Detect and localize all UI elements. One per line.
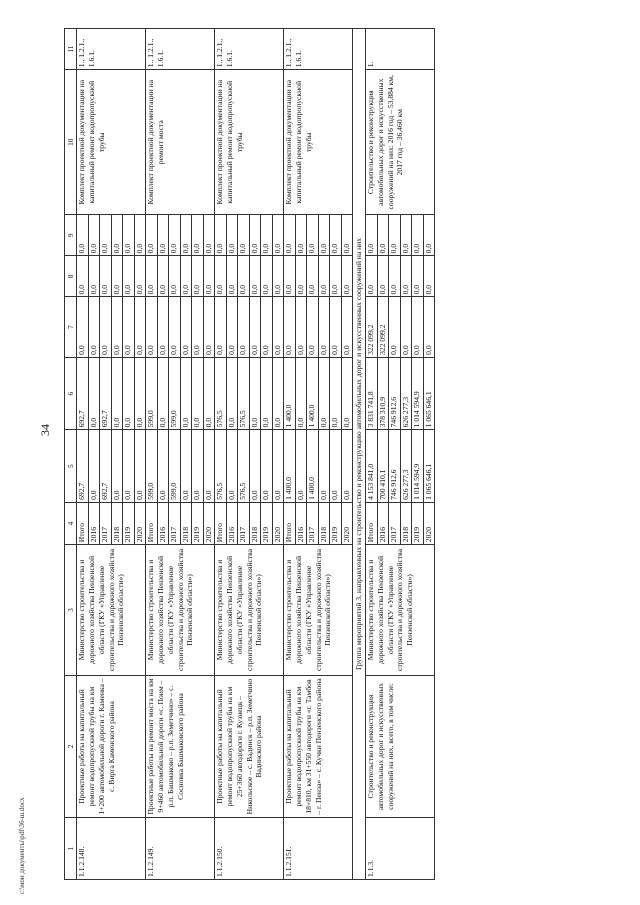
- measure-result: Комплект проектной документации на капитальный ремонт водопропускной трубы: [77, 70, 146, 215]
- local-budget-cell: 0,0: [307, 256, 319, 297]
- total-cell: 692,7: [100, 430, 112, 503]
- total-cell: 746 912,6: [389, 430, 401, 503]
- other-sources-cell: 0,0: [272, 215, 284, 256]
- regional-budget-cell: 0,0: [249, 357, 261, 430]
- regional-budget-cell: 1 400,0: [307, 357, 319, 430]
- measures-table: [64, 28, 435, 880]
- regional-budget-cell: 0,0: [272, 357, 284, 430]
- other-sources-cell: 0,0: [203, 215, 215, 256]
- year-cell: 2020: [134, 502, 146, 544]
- total-cell: 576,5: [238, 430, 250, 503]
- other-sources-cell: 0,0: [295, 215, 307, 256]
- measure-indicators: 1., 1.2.1., 1.6.1.: [284, 29, 353, 70]
- year-cell: Итого: [366, 502, 378, 544]
- local-budget-cell: 0,0: [330, 256, 342, 297]
- local-budget-cell: 0,0: [261, 256, 273, 297]
- regional-budget-cell: 1 014 594,9: [412, 357, 424, 430]
- year-cell: 2020: [341, 502, 353, 544]
- local-budget-cell: 0,0: [341, 256, 353, 297]
- year-cell: 2018: [111, 502, 123, 544]
- other-sources-cell: 0,0: [366, 215, 378, 256]
- federal-budget-cell: 0,0: [203, 297, 215, 357]
- local-budget-cell: 0,0: [226, 256, 238, 297]
- federal-budget-cell: 0,0: [134, 297, 146, 357]
- total-cell: 0,0: [330, 430, 342, 503]
- local-budget-cell: 0,0: [123, 256, 135, 297]
- other-sources-cell: 0,0: [377, 215, 389, 256]
- other-sources-cell: 0,0: [389, 215, 401, 256]
- local-budget-cell: 0,0: [400, 256, 412, 297]
- total-cell: 0,0: [192, 430, 204, 503]
- regional-budget-cell: 692,7: [77, 357, 89, 430]
- year-cell: 2019: [330, 502, 342, 544]
- measure-code: 1.1.2.148.: [77, 818, 146, 880]
- other-sources-cell: 0,0: [111, 215, 123, 256]
- federal-budget-cell: 0,0: [146, 297, 158, 357]
- local-budget-cell: 0,0: [146, 256, 158, 297]
- measure-indicators: 1., 1.2.1., 1.6.1.: [215, 29, 284, 70]
- total-cell: 0,0: [272, 430, 284, 503]
- measure-result: Комплект проектной документации на капитальный ремонт водопропускной трубы: [215, 70, 284, 215]
- measure-indicators: 1.: [366, 29, 435, 70]
- year-cell: 2017: [307, 502, 319, 544]
- total-cell: 0,0: [157, 430, 169, 503]
- table-row: [77, 29, 89, 880]
- other-sources-cell: 0,0: [180, 215, 192, 256]
- local-budget-cell: 0,0: [284, 256, 296, 297]
- page-number: 34: [38, 424, 52, 436]
- total-cell: 0,0: [123, 430, 135, 503]
- year-cell: 2017: [389, 502, 401, 544]
- other-sources-cell: 0,0: [261, 215, 273, 256]
- year-cell: 2016: [226, 502, 238, 544]
- regional-budget-cell: 599,0: [146, 357, 158, 430]
- year-cell: 2018: [318, 502, 330, 544]
- year-cell: 2020: [272, 502, 284, 544]
- measure-executor: Министерство строительства и дорожного хозяйства Пензенской области (ГКУ «Управление строительства и дорожного хозяйства Пензенской области»): [366, 545, 435, 676]
- federal-budget-cell: 0,0: [111, 297, 123, 357]
- other-sources-cell: 0,0: [341, 215, 353, 256]
- total-cell: 0,0: [180, 430, 192, 503]
- rotated-table-area: [64, 28, 632, 880]
- measure-code: 1.1.2.150.: [215, 818, 284, 880]
- total-cell: 626 277,3: [400, 430, 412, 503]
- measure-code: 1.1.2.149.: [146, 818, 215, 880]
- regional-budget-cell: 746 912,6: [389, 357, 401, 430]
- total-cell: 1 400,0: [284, 430, 296, 503]
- measure-executor: Министерство строительства и дорожного хозяйства Пензенской области (ГКУ «Управление строительства и дорожного хозяйства Пензенской области»): [284, 545, 353, 676]
- local-budget-cell: 0,0: [295, 256, 307, 297]
- federal-budget-cell: 0,0: [389, 297, 401, 357]
- local-budget-cell: 0,0: [157, 256, 169, 297]
- regional-budget-cell: 0,0: [111, 357, 123, 430]
- measure-executor: Министерство строительства и дорожного хозяйства Пензенской области (ГКУ «Управление строительства и дорожного хозяйства Пензенской области»): [146, 545, 215, 676]
- total-cell: 692,7: [77, 430, 89, 503]
- table-row: [146, 29, 158, 880]
- federal-budget-cell: 0,0: [412, 297, 424, 357]
- local-budget-cell: 0,0: [111, 256, 123, 297]
- column-number: 10: [65, 70, 77, 215]
- regional-budget-cell: 0,0: [203, 357, 215, 430]
- measure-executor: Министерство строительства и дорожного хозяйства Пензенской области (ГКУ «Управление строительства и дорожного хозяйства Пензенской области»): [215, 545, 284, 676]
- local-budget-cell: 0,0: [318, 256, 330, 297]
- local-budget-cell: 0,0: [238, 256, 250, 297]
- measure-executor: Министерство строительства и дорожного хозяйства Пензенской области (ГКУ «Управление строительства и дорожного хозяйства Пензенской области»): [77, 545, 146, 676]
- total-cell: 0,0: [261, 430, 273, 503]
- federal-budget-cell: 0,0: [192, 297, 204, 357]
- local-budget-cell: 0,0: [180, 256, 192, 297]
- federal-budget-cell: 0,0: [261, 297, 273, 357]
- regional-budget-cell: 0,0: [330, 357, 342, 430]
- year-cell: 2019: [192, 502, 204, 544]
- local-budget-cell: 0,0: [423, 256, 435, 297]
- total-cell: 0,0: [203, 430, 215, 503]
- local-budget-cell: 0,0: [203, 256, 215, 297]
- regional-budget-cell: 0,0: [261, 357, 273, 430]
- year-cell: 2019: [412, 502, 424, 544]
- federal-budget-cell: 0,0: [330, 297, 342, 357]
- year-cell: 2019: [261, 502, 273, 544]
- local-budget-cell: 0,0: [366, 256, 378, 297]
- other-sources-cell: 0,0: [134, 215, 146, 256]
- regional-budget-cell: 576,5: [215, 357, 227, 430]
- column-number: 1: [65, 818, 77, 880]
- local-budget-cell: 0,0: [169, 256, 181, 297]
- local-budget-cell: 0,0: [192, 256, 204, 297]
- federal-budget-cell: 0,0: [423, 297, 435, 357]
- regional-budget-cell: 1 065 646,1: [423, 357, 435, 430]
- year-cell: 2016: [295, 502, 307, 544]
- year-cell: 2017: [238, 502, 250, 544]
- regional-budget-cell: 626 277,3: [400, 357, 412, 430]
- total-cell: 0,0: [134, 430, 146, 503]
- local-budget-cell: 0,0: [134, 256, 146, 297]
- other-sources-cell: 0,0: [146, 215, 158, 256]
- year-cell: 2018: [249, 502, 261, 544]
- measure-indicators: 1., 1.2.1., 1.6.1.: [146, 29, 215, 70]
- federal-budget-cell: 0,0: [215, 297, 227, 357]
- federal-budget-cell: 0,0: [272, 297, 284, 357]
- year-cell: 2017: [169, 502, 181, 544]
- local-budget-cell: 0,0: [412, 256, 424, 297]
- measure-result: Строительство и реконструкция автомобильных дорог и искусственных сооружений на них: 2016 год – 53,884 км, 2017 год – 36,460 км: [366, 70, 435, 215]
- table-row: [366, 29, 378, 880]
- year-cell: 2018: [400, 502, 412, 544]
- other-sources-cell: 0,0: [307, 215, 319, 256]
- federal-budget-cell: 0,0: [307, 297, 319, 357]
- year-cell: 2016: [377, 502, 389, 544]
- year-cell: Итого: [284, 502, 296, 544]
- table-row: [284, 29, 296, 880]
- regional-budget-cell: 0,0: [318, 357, 330, 430]
- column-number: 3: [65, 545, 77, 676]
- federal-budget-cell: 0,0: [123, 297, 135, 357]
- year-cell: Итого: [215, 502, 227, 544]
- federal-budget-cell: 0,0: [249, 297, 261, 357]
- other-sources-cell: 0,0: [77, 215, 89, 256]
- other-sources-cell: 0,0: [123, 215, 135, 256]
- total-cell: 1 065 646,1: [423, 430, 435, 503]
- local-budget-cell: 0,0: [100, 256, 112, 297]
- regional-budget-cell: 576,5: [238, 357, 250, 430]
- other-sources-cell: 0,0: [412, 215, 424, 256]
- other-sources-cell: 0,0: [215, 215, 227, 256]
- other-sources-cell: 0,0: [330, 215, 342, 256]
- total-cell: 4 153 841,0: [366, 430, 378, 503]
- column-number: 11: [65, 29, 77, 70]
- federal-budget-cell: 0,0: [295, 297, 307, 357]
- year-cell: 2017: [100, 502, 112, 544]
- regional-budget-cell: 0,0: [157, 357, 169, 430]
- local-budget-cell: 0,0: [377, 256, 389, 297]
- year-cell: 2020: [203, 502, 215, 544]
- column-number: 7: [65, 297, 77, 357]
- regional-budget-cell: 0,0: [341, 357, 353, 430]
- federal-budget-cell: 0,0: [226, 297, 238, 357]
- regional-budget-cell: 692,7: [100, 357, 112, 430]
- federal-budget-cell: 0,0: [77, 297, 89, 357]
- measure-name: Проектные работы на ремонт моста на км 9+460 автомобильной дороги «с. Поим – р.п. Башмаково – р.п. Земетчино» – с. Сосновка Башмаковского района: [146, 675, 215, 818]
- column-number: 5: [65, 430, 77, 503]
- total-cell: 576,5: [215, 430, 227, 503]
- total-cell: 0,0: [295, 430, 307, 503]
- regional-budget-cell: 0,0: [134, 357, 146, 430]
- total-cell: 700 410,1: [377, 430, 389, 503]
- federal-budget-cell: 0,0: [341, 297, 353, 357]
- federal-budget-cell: 0,0: [88, 297, 100, 357]
- regional-budget-cell: 1 400,0: [284, 357, 296, 430]
- group-title: Группа мероприятий 3, направленных на строительство и реконструкцию автомобильных дорог и искусственных сооружений на них: [353, 29, 366, 880]
- year-cell: Итого: [146, 502, 158, 544]
- other-sources-cell: 0,0: [192, 215, 204, 256]
- local-budget-cell: 0,0: [389, 256, 401, 297]
- other-sources-cell: 0,0: [284, 215, 296, 256]
- local-budget-cell: 0,0: [215, 256, 227, 297]
- total-cell: 0,0: [318, 430, 330, 503]
- year-cell: 2019: [123, 502, 135, 544]
- table-row: [215, 29, 227, 880]
- regional-budget-cell: 0,0: [295, 357, 307, 430]
- total-cell: 0,0: [249, 430, 261, 503]
- total-cell: 1 014 594,9: [412, 430, 424, 503]
- total-cell: 599,0: [146, 430, 158, 503]
- column-number: 8: [65, 256, 77, 297]
- other-sources-cell: 0,0: [157, 215, 169, 256]
- federal-budget-cell: 322 099,2: [377, 297, 389, 357]
- measure-name: Строительство и реконструкция автомобильных дорог и искусственных сооружений на них, всего, в том числе:: [366, 675, 435, 818]
- regional-budget-cell: 3 831 741,8: [366, 357, 378, 430]
- local-budget-cell: 0,0: [249, 256, 261, 297]
- federal-budget-cell: 0,0: [157, 297, 169, 357]
- regional-budget-cell: 0,0: [180, 357, 192, 430]
- total-cell: 0,0: [111, 430, 123, 503]
- footer-file-path: c:\мои документы\pdf\36-ш.docx: [18, 797, 26, 894]
- other-sources-cell: 0,0: [318, 215, 330, 256]
- table-body: [65, 29, 435, 880]
- total-cell: 1 400,0: [307, 430, 319, 503]
- federal-budget-cell: 0,0: [318, 297, 330, 357]
- year-cell: Итого: [77, 502, 89, 544]
- year-cell: 2020: [423, 502, 435, 544]
- federal-budget-cell: 0,0: [284, 297, 296, 357]
- federal-budget-cell: 0,0: [100, 297, 112, 357]
- total-cell: 599,0: [169, 430, 181, 503]
- regional-budget-cell: 0,0: [88, 357, 100, 430]
- local-budget-cell: 0,0: [272, 256, 284, 297]
- other-sources-cell: 0,0: [249, 215, 261, 256]
- federal-budget-cell: 0,0: [169, 297, 181, 357]
- other-sources-cell: 0,0: [400, 215, 412, 256]
- total-cell: 0,0: [341, 430, 353, 503]
- other-sources-cell: 0,0: [100, 215, 112, 256]
- measure-code: 1.1.2.151.: [284, 818, 353, 880]
- measure-name: Проектные работы на капитальный ремонт водопропускной трубы на км 25+360 автодороги г. Кузнецк – Никольское – с. Вадинск – р.п. Земетчино Вадинского района: [215, 675, 284, 818]
- measure-name: Проектные работы на капитальный ремонт водопропускной трубы на км 1+200 автомобильной дороги г. Каменка – с. Вирга Каменского района: [77, 675, 146, 818]
- group-title-row: [353, 29, 366, 880]
- regional-budget-cell: 378 310,9: [377, 357, 389, 430]
- other-sources-cell: 0,0: [423, 215, 435, 256]
- federal-budget-cell: 322 099,2: [366, 297, 378, 357]
- measure-result: Комплект проектной документации на ремонт моста: [146, 70, 215, 215]
- year-cell: 2016: [88, 502, 100, 544]
- column-number: 2: [65, 675, 77, 818]
- other-sources-cell: 0,0: [238, 215, 250, 256]
- other-sources-cell: 0,0: [169, 215, 181, 256]
- column-number: 4: [65, 502, 77, 544]
- measure-indicators: 1., 1.2.1., 1.6.1.: [77, 29, 146, 70]
- regional-budget-cell: 0,0: [226, 357, 238, 430]
- total-cell: 0,0: [88, 430, 100, 503]
- measure-result: Комплект проектной документации на капитальный ремонт водопропускной трубы: [284, 70, 353, 215]
- federal-budget-cell: 0,0: [180, 297, 192, 357]
- regional-budget-cell: 599,0: [169, 357, 181, 430]
- other-sources-cell: 0,0: [88, 215, 100, 256]
- local-budget-cell: 0,0: [88, 256, 100, 297]
- federal-budget-cell: 0,0: [238, 297, 250, 357]
- regional-budget-cell: 0,0: [123, 357, 135, 430]
- other-sources-cell: 0,0: [226, 215, 238, 256]
- column-number: 6: [65, 357, 77, 430]
- year-cell: 2016: [157, 502, 169, 544]
- total-cell: 0,0: [226, 430, 238, 503]
- regional-budget-cell: 0,0: [192, 357, 204, 430]
- local-budget-cell: 0,0: [77, 256, 89, 297]
- measure-code: 1.1.3.: [366, 818, 435, 880]
- column-number: 9: [65, 215, 77, 256]
- federal-budget-cell: 0,0: [400, 297, 412, 357]
- year-cell: 2018: [180, 502, 192, 544]
- column-number-row: [65, 29, 77, 880]
- measure-name: Проектные работы на капитальный ремонт водопропускной трубы на км 18+810, км 31+550 автодороги «г. Тамбов – г. Пенза» – с. Кучки Пензенского района: [284, 675, 353, 818]
